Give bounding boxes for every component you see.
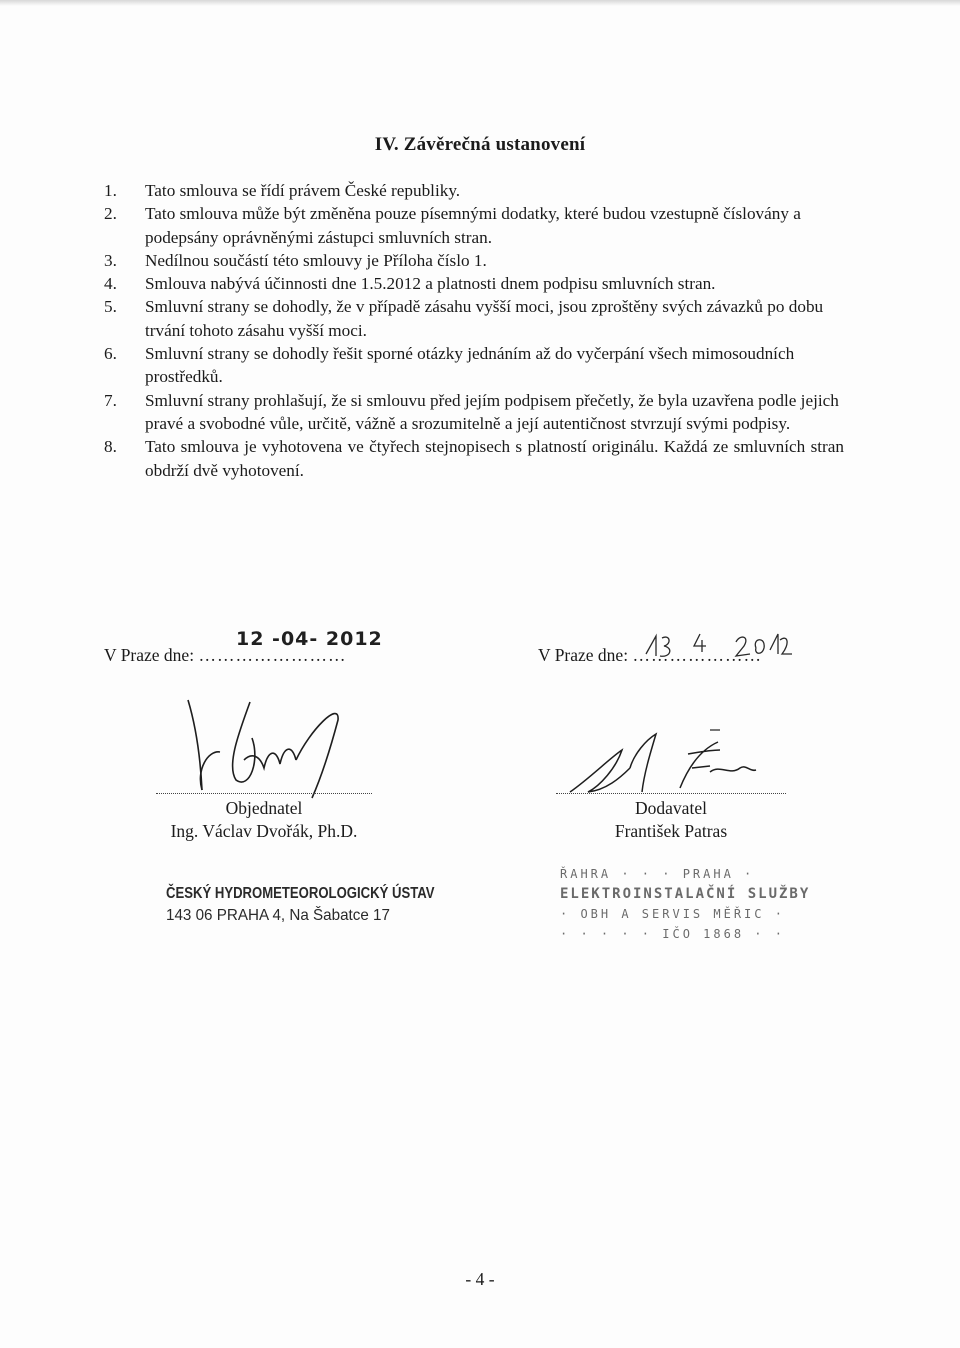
stamp-line: ELEKTROINSTALAČNÍ SLUŽBY [560, 886, 811, 902]
party-role: Objednatel [225, 798, 303, 818]
clause-text: Smluvní strany se dohodly řešit sporné otázky jednáním až do vyčerpání všech mimosoudních prostředků. [145, 344, 795, 387]
handwritten-date [640, 628, 800, 662]
signatory-name: Ing. Václav Dvořák, Ph.D. [170, 821, 358, 841]
clause-number: 5. [104, 297, 117, 317]
institution-stamp [166, 883, 446, 927]
clause-item [104, 249, 844, 272]
signatory-name: František Patras [614, 821, 728, 841]
clause-number: 1. [104, 181, 117, 200]
clause-item [104, 202, 844, 249]
clause-item [104, 435, 844, 482]
clause-text: Smluvní strany prohlašují, že si smlouvu před jejím podpisem přečetly, že byla uzavřena podle jejich pravé a svobodné vůle, určitě, vážně a srozumitelně a její autentičnost stvrzují svými podpisy. [145, 390, 839, 433]
signature-line [156, 793, 372, 794]
company-stamp [560, 864, 810, 944]
section-heading: IV. Závěrečná ustanovení [374, 134, 586, 155]
date-dots: …………………… [198, 645, 347, 665]
stamp-line: · OBH A SERVIS MĚŘIC · [560, 907, 785, 921]
stamp-line: · · · · · IČO 1868 · · [560, 927, 785, 941]
clause-number: 3. [104, 250, 117, 270]
clause-text: Smluvní strany se dohodly, že v případě zásahu vyšší moci, jsou zproštěny svých závazků po dobu trvání tohoto zásahu vyšší moci. [145, 297, 824, 340]
party-role: Dodavatel [635, 798, 707, 818]
clause-list [104, 179, 844, 482]
clause-number: 8. [104, 437, 117, 457]
clause-text: Smlouva nabývá účinnosti dne 1.5.2012 a platnosti dnem podpisu smluvních stran. [145, 274, 716, 294]
signature-scribble [180, 690, 360, 800]
stamp-line: ŘAHRA · · · PRAHA · [560, 867, 755, 881]
clause-text: Nedílnou součástí této smlouvy je Příloha číslo 1. [145, 250, 487, 270]
date-stamp: 12 -04- 2012 [236, 628, 383, 650]
stamp-address: 143 06 PRAHA 4, Na Šabatce 17 [166, 907, 390, 924]
scan-edge [0, 0, 960, 6]
page-number: - 4 - [465, 1269, 495, 1289]
stamp-institution-name: ČESKÝ HYDROMETEOROLOGICKÝ ÚSTAV [166, 885, 435, 902]
clause-text: Tato smlouva může být změněna pouze písemnými dodatky, které budou vzestupně číslovány a podepsány oprávněnými zástupci smluvních stran. [145, 204, 801, 247]
signature-scribble [560, 728, 780, 800]
clause-item [104, 179, 844, 202]
clause-number: 6. [104, 344, 117, 364]
clause-text: Tato smlouva se řídí právem České republiky. [145, 181, 461, 200]
signature-line [556, 793, 786, 794]
clause-item [104, 342, 844, 389]
clause-number: 7. [104, 390, 117, 410]
place-label: V Praze dne: [104, 645, 195, 665]
place-date-line [104, 645, 346, 666]
clause-item [104, 295, 844, 342]
clause-item [104, 272, 844, 295]
clause-item [104, 389, 844, 436]
place-label: V Praze dne: [538, 645, 629, 665]
clause-text: Tato smlouva je vyhotovena ve čtyřech stejnopisech s platností originálu. Každá ze smluvních stran obdrží dvě vyhotovení. [145, 437, 844, 480]
date-dots: ………………… [632, 645, 762, 665]
clause-number: 2. [104, 204, 117, 224]
clause-number: 4. [104, 274, 117, 294]
